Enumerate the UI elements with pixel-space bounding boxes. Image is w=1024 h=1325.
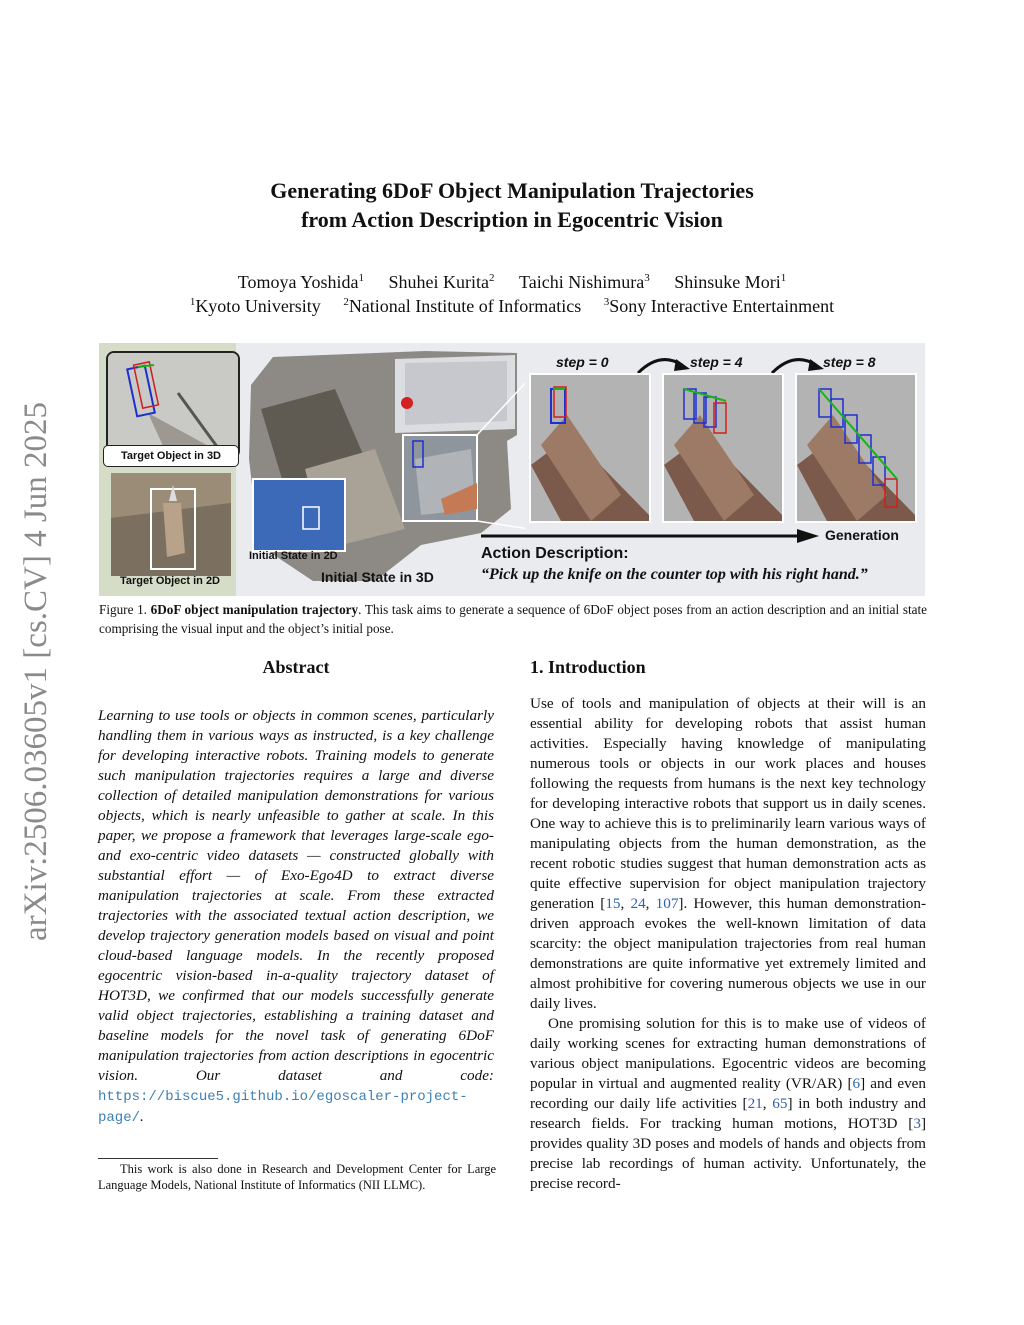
intro-paragraph: Use of tools and manipulation of objects at their will is an essential ability for developing robots that assist human activities. Especially having knowledge of manipulating numerous tools or objects in our work places and houses following the requests from humans is the next key technology for developing interactive robots that support us in daily scenes. One way to achieve this is to preliminarily learn various ways of manipulating objects from the human demonstration, as the recent robotic studies suggest that human demonstration acts as quite effective supervision for object manipulation trajectory generation [15, 24, 107]. However, this human demonstration-driven approach evokes the well-known limitation of data scarcity: the object manipulation trajectories from real human demonstrations are quite informative yet extremely limited and almost prohibitive for covering numerous objects we use in our daily lives. (530, 695, 927, 1012)
step-0-label: step = 0 (556, 354, 609, 370)
action-description-text: “Pick up the knife on the counter top with his right hand.” (481, 566, 868, 583)
citation-link[interactable]: 24 (630, 895, 646, 912)
citation-link[interactable]: 3 (913, 1115, 921, 1132)
abstract-heading: Abstract (262, 657, 330, 677)
target-3d-thumbnail (106, 351, 240, 459)
citation-link[interactable]: 65 (772, 1095, 788, 1112)
author: Shinsuke Mori$^1$ (674, 272, 787, 292)
footnote-divider (98, 1158, 218, 1159)
title-line-1: Generating 6DoF Object Manipulation Trajectories (270, 178, 754, 203)
footnote: This work is also done in Research and Development Center for Large Language Models, National Institute of Informatics (NII LLMC). (98, 1162, 496, 1192)
action-description-title: Action Description: (481, 545, 629, 562)
target-3d-label: Target Object in 3D (103, 445, 239, 467)
author: Tomoya Yoshida$^1$ (237, 272, 365, 292)
arxiv-id: arXiv:2506.03605v1 [cs.CV] 4 Jun 2025 (18, 402, 54, 941)
author-list (96, 270, 928, 294)
intro-paragraph: One promising solution for this is to make use of videos of daily working scenes for extracting human demonstrations of various object manipulations. Egocentric videos are becoming popular in virtual and augmented reality (VR/AR) [6] and even recording our daily life activities [21, 65] in both industry and research fields. For tracking human motions, HOT3D [3] provides quality 3D poses and models of hands and objects from precise lab recordings of human activity. Unfortunately, the precise record- (530, 1015, 927, 1192)
step-8-label: step = 8 (823, 354, 876, 370)
author: Taichi Nishimura$^3$ (519, 272, 650, 292)
step-0-image (529, 373, 651, 523)
step-4-label: step = 4 (690, 354, 743, 370)
step-arrow-icon (634, 351, 694, 375)
generation-arrow-icon (481, 529, 821, 543)
step-8-image (795, 373, 917, 523)
citation-link[interactable]: 107 (655, 895, 679, 912)
citation-link[interactable]: 6 (852, 1075, 861, 1092)
figure-caption: Figure 1. 6DoF object manipulation trajectory. This task aims to generate a sequence of 6DoF object poses from an action description and an initial state comprising the visual input and the object’s initial pose. (99, 602, 928, 636)
target-object-panel (99, 343, 236, 596)
abstract-body: Learning to use tools or objects in common scenes, particularly handling them in various ways as instructed, is a key challenge for developing interactive robots. Training models to generate such manipulation trajectories requires a large and diverse collection of detailed manipulation demonstrations for various objects, which is nearly unfeasible to gather at scale. In this paper, we propose a framework that leverages large-scale ego- and exo-centric video datasets — constructed globally with substantial effort — of Exo-Ego4D to extract diverse manipulation trajectories at scale. From these extracted trajectories with the associated textual action description, we develop trajectory generation models based on visual and point cloud-based language models. In the recently proposed egocentric vision-based in-a-quality trajectory dataset of HOT3D, we confirmed that our models successfully generate valid object trajectories, establishing a training dataset and baseline models for the novel task of generating 6DoF manipulation trajectories from action descriptions in egocentric vision. Our dataset and code: https://biscue5.github.io/egoscaler-project-page/. (98, 707, 494, 1126)
paper-title (96, 176, 928, 234)
affiliation: $^2$National Institute of Informatics (343, 296, 582, 316)
figure-1 (99, 343, 925, 596)
initial-3d-label: Initial State in 3D (321, 569, 434, 585)
project-link[interactable]: https://biscue5.github.io/egoscaler-project-page/ (98, 1089, 468, 1126)
generation-label: Generation (825, 527, 899, 543)
initial-2d-label: Initial State in 2D (249, 550, 338, 562)
arxiv-stamp (6, 385, 64, 945)
affiliation: $^1$Kyoto University (189, 296, 321, 316)
target-2d-image (111, 473, 231, 576)
target-2d-label: Target Object in 2D (119, 575, 221, 587)
introduction-heading: 1. Introduction (530, 657, 646, 677)
title-line-2: from Action Description in Egocentric Vision (301, 207, 723, 232)
citation-link[interactable]: 21 (747, 1095, 763, 1112)
step-4-image (662, 373, 784, 523)
author: Shuhei Kurita$^2$ (388, 272, 495, 292)
affiliation-list (96, 294, 928, 318)
citation-link[interactable]: 15 (605, 895, 621, 912)
affiliation: $^3$Sony Interactive Entertainment (603, 296, 835, 316)
introduction-body (530, 694, 926, 1194)
step-arrow-icon (768, 351, 828, 375)
